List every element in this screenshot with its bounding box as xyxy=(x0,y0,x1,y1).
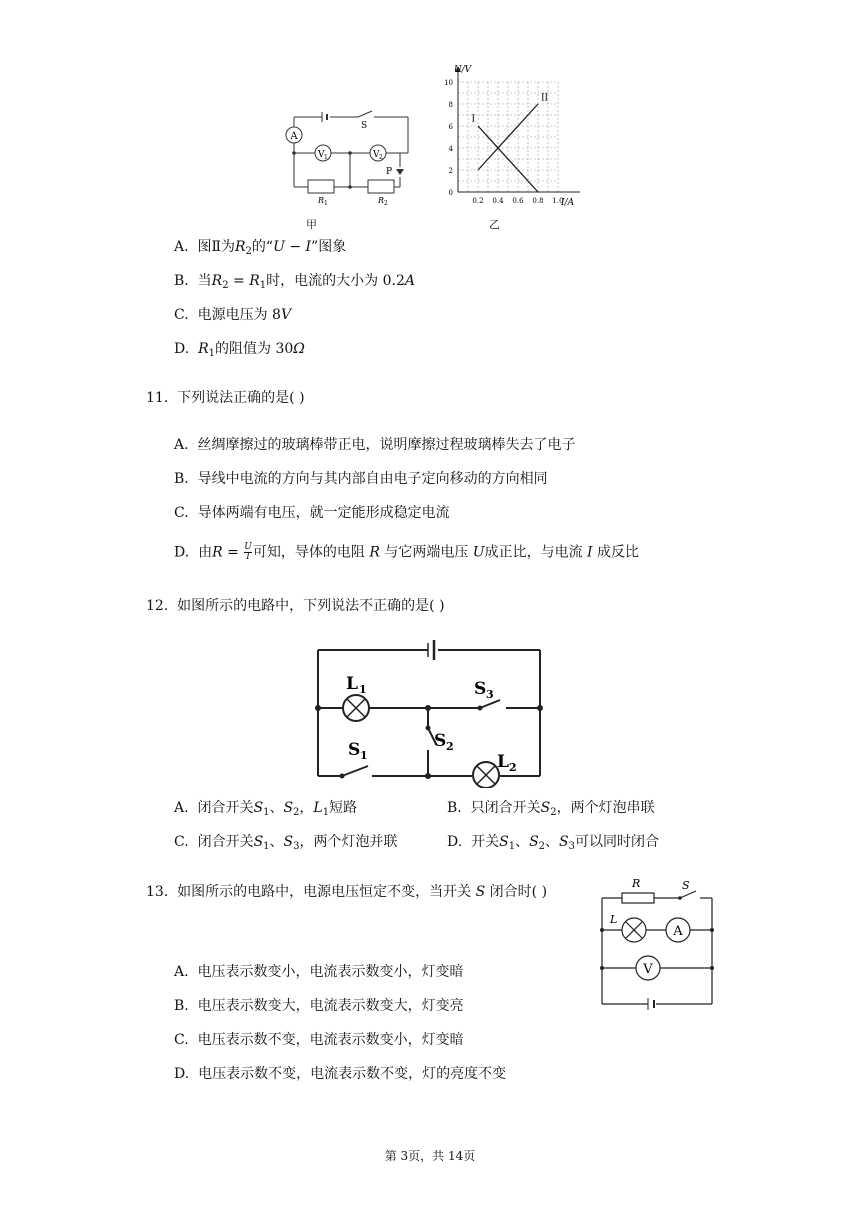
v2-sub: 2 xyxy=(379,154,383,161)
figure-jia-caption: 甲 xyxy=(306,218,317,231)
r-label: R xyxy=(632,877,641,890)
q13-stem: 13. 如图所示的电路中，电源电压恒定不变，当开关 S 闭合时( ) xyxy=(146,884,548,900)
switch-label: S xyxy=(361,121,368,131)
fraction-u-over-i: $\frac{U}{I}$ xyxy=(244,542,252,562)
r2-sub: 2 xyxy=(384,200,388,207)
q11-option-a[interactable]: A. 丝绸摩擦过的玻璃棒带正电，说明摩擦过程玻璃棒失去了电子 xyxy=(174,437,576,453)
q11-option-b[interactable]: B. 导线中电流的方向与其内部自由电子定向移动的方向相同 xyxy=(174,471,548,487)
l2-label: L xyxy=(497,752,509,772)
q13-option-a[interactable]: A. 电压表示数变小，电流表示数变小，灯变暗 xyxy=(174,964,464,980)
slider-label: P xyxy=(386,167,393,177)
q10-option-b[interactable]: B. 当$R_2 = R_1$时，电流的大小为 0.2A xyxy=(174,273,415,291)
y-tick-label: 8 xyxy=(448,101,453,109)
page-footer: 第 3页，共 14页 xyxy=(384,1149,476,1163)
v2-label: V xyxy=(373,150,380,160)
l2-sub: 2 xyxy=(509,761,517,774)
q12-option-c[interactable]: C. 闭合开关$S_1$、$S_3$，两个灯泡并联 xyxy=(174,834,398,852)
graph-lines xyxy=(471,94,548,192)
figure-jia-circuit xyxy=(280,105,420,217)
graph-xlabel: I/A xyxy=(561,198,575,208)
q10-option-d[interactable]: D. $R_1$的阻值为 30Ω xyxy=(174,341,305,359)
q11-stem: 11. 下列说法正确的是( ) xyxy=(146,390,305,406)
q11-option-c[interactable]: C. 导体两端有电压，就一定能形成稳定电流 xyxy=(174,505,450,521)
y-tick-label: 10 xyxy=(444,79,453,87)
q13-circuit xyxy=(596,870,718,1010)
r2-label: R xyxy=(378,196,385,205)
s2-label: S xyxy=(434,731,447,751)
x-tick-label: 1.0 xyxy=(552,197,564,205)
lamp-label: L xyxy=(610,913,618,926)
graph-axes xyxy=(455,66,580,195)
l1-label: L xyxy=(346,674,358,694)
x-tick-label: 0.8 xyxy=(532,197,544,205)
q12-circuit xyxy=(310,638,550,788)
s3-sub: 3 xyxy=(486,688,494,701)
ammeter-a-label: A xyxy=(673,924,683,939)
series-label-i: I xyxy=(471,114,475,125)
q12-option-a[interactable]: A. 闭合开关$S_1$、$S_2$，$L_1$短路 xyxy=(174,800,358,818)
v1-label: V xyxy=(318,150,325,160)
q13-option-b[interactable]: B. 电压表示数变大，电流表示数变大，灯变亮 xyxy=(174,998,464,1014)
q12-stem: 12. 如图所示的电路中，下列说法不正确的是( ) xyxy=(146,598,445,614)
q12-option-b[interactable]: B. 只闭合开关$S_2$，两个灯泡串联 xyxy=(447,800,655,818)
y-tick-label: 4 xyxy=(448,145,453,153)
r1-sub: 1 xyxy=(324,200,328,207)
s2-sub: 2 xyxy=(446,740,454,753)
y-tick-label: 2 xyxy=(448,167,453,175)
q11-option-d[interactable]: D. 由R = $\frac{U}{I}$ 可知，导体的电阻 R 与它两端电压 U成正比，与电流 I 成反比 xyxy=(174,542,640,562)
figure-yi-caption: 乙 xyxy=(489,218,500,231)
r1-label: R xyxy=(318,196,325,205)
s1-label: S xyxy=(348,740,361,760)
y-tick-label: 0 xyxy=(448,189,453,197)
s1-sub: 1 xyxy=(360,749,368,762)
x-tick-label: 0.4 xyxy=(492,197,504,205)
q10-option-c[interactable]: C. 电源电压为 8V xyxy=(174,307,292,323)
q12-option-d[interactable]: D. 开关$S_1$、$S_2$、$S_3$可以同时闭合 xyxy=(447,834,659,852)
x-tick-label: 0.6 xyxy=(512,197,524,205)
figure-yi-graph xyxy=(420,60,580,210)
voltmeter-v-label: V xyxy=(643,962,653,977)
graph-ylabel: U/V xyxy=(454,65,472,75)
q13-option-c[interactable]: C. 电压表示数不变，电流表示数变小，灯变暗 xyxy=(174,1032,464,1048)
y-tick-label: 6 xyxy=(448,123,453,131)
series-label-ii: II xyxy=(541,93,549,104)
q10-option-a[interactable]: A. 图Ⅱ为$R_2$的“U − I”图象 xyxy=(174,239,347,257)
s-label: S xyxy=(682,879,690,892)
v1-sub: 1 xyxy=(324,154,328,161)
l1-sub: 1 xyxy=(359,683,367,696)
q13-option-d[interactable]: D. 电压表示数不变，电流表示数不变，灯的亮度不变 xyxy=(174,1066,507,1082)
x-tick-label: 0.2 xyxy=(472,197,484,205)
s3-label: S xyxy=(474,679,487,699)
ammeter-label: A xyxy=(290,131,298,142)
